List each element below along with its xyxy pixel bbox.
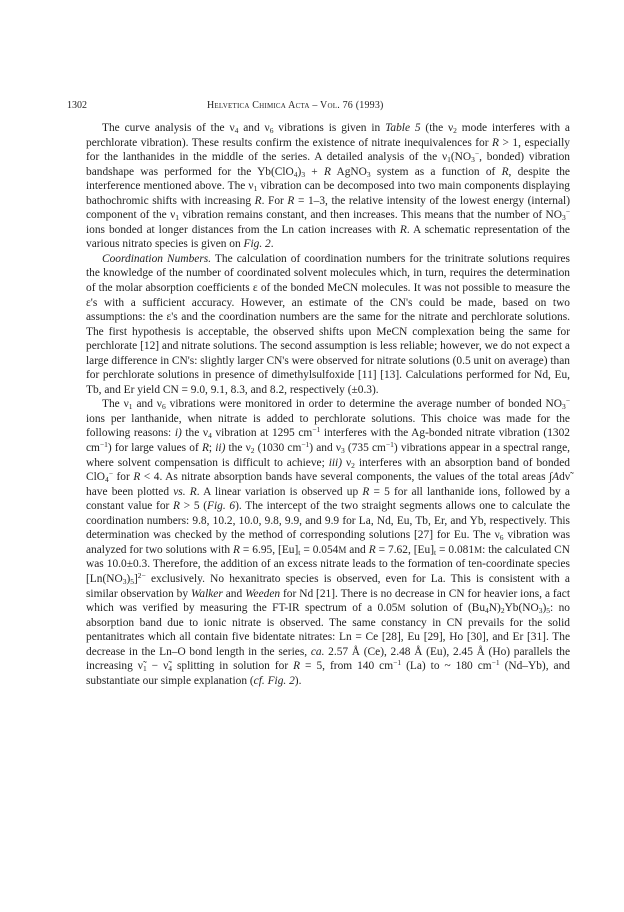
running-head: [67, 99, 567, 113]
body-text: [86, 121, 570, 688]
paragraph-vibration-monitoring: The $\nu_1$ and $\nu_6$ vibrations were monitored in order to determine the average number of bonded $NO_3^-$ ions per lanthanide, when nitrate is added to perchlorate solutions. This choice was made for the following reasons: i) the $\nu_4$ vibration at 1295 $cm^{-1}$ interferes with the Ag-bonded nitrate vibration (1302 $cm^{-1}$) for large values of R; ii) the $\nu_2$ (1030 $cm^{-1}$) and $\nu_3$ (735 $cm^{-1}$) vibrations appear in a spectral range, where solvent compensation is difficult to achieve; iii) $\nu_2$ interferes with an absorption band of bonded ClO$_4$− for R < 4. As nitrate absorption bands have several components, the values of the total areas ∫Adν̃ have been plotted vs. R. A linear variation is observed up R = 5 for all lanthanide ions, followed by a constant value for R > 5 (Fig. 6). The intercept of the two straight segments allows one to calculate the coordination numbers: 9.8, 10.2, 10.0, 9.8, 9.9, and 9.9 for La, Nd, Eu, Tb, Er, and Yb, respectively. This determination was checked by the method of corresponding solutions [27] for Eu. The $\nu_6$ vibration was analyzed for two solutions with R = 6.95, $[Eu]_t = 0.054M$ and R = 7.62, $[Eu]_t = 0.081M$: the calculated CN was 10.0±0.3. Therefore, the addition of an excess nitrate leads to the formation of ten-coordinate species $[Ln(NO_3)_5]^{2-}$ exclusively. No hexanitrato species is observed, even for La. This is consistent with a similar observation by Walker and Weeden for Nd [21]. There is no decrease in CN for heavier ions, a fact which was verified by measuring the FT-IR spectrum of a 0.05M solution of $(Bu_4N)_2Yb(NO_3)_5$: no absorption band due to ionic nitrate is observed. The same constancy in CN prevails for the solid pentanitrates which all contain five bidentate nitrates: Ln = Ce [28], Eu [29], Ho [30], and Er [31]. The decrease in the Ln–O bond length in the series, ca. 2.57 Å (Ce), 2.48 Å (Eu), 2.45 Å (Ho) parallels the increasing $\nũ_1$ − $\nũ_4$ splitting in solution for R = 5, from 140 $cm^{-1}$ (La) to ~ 180 $cm^{-1}$ (Nd–Yb), and substantiate our simple explanation (cf. Fig. 2).: [86, 396, 571, 687]
paragraph-coordination-numbers: Coordination Numbers. The calculation of coordination numbers for the trinitrate solutions requires the knowledge of the number of coordinated solvent molecules which, in turn, requires the determination of the molar absorption coefficients ε of the bonded MeCN molecules. It was not possible to measure the ε's with a sufficient accuracy. However, an estimate of the CN's could be made, based on two assumptions: the ε's and the coordination numbers are the same for the nitrate and perchlorate solutions. The first hypothesis is acceptable, the observed shifts upon MeCN complexation being the same for perchlorate [12] and nitrate solutions. The second assumption is less reliable; however, we do not expect a large difference in CN's: slightly larger CN's were observed for nitrate solutions (0.5 unit on average) than for perchlorate solutions in presence of dimethylsulfoxide [11] [13]. Calculations performed for Nd, Eu, Tb, and Er yield CN = 9.0, 9.1, 8.3, and 8.2, respectively (±0.3).: [86, 252, 570, 396]
journal-title: Helvetica Chimica Acta – Vol. 76 (1993): [207, 100, 384, 111]
paragraph-curve-analysis: The curve analysis of the $\nu_4$ and $\nu_6$ vibrations is given in Table 5 (the $\nu_2$ mode interferes with a perchlorate vibration). These results confirm the existence of nitrate inequivalences for R > 1, especially for the lanthanides in the middle of the series. A detailed analysis of the $\nu_1(NO_3^-$, bonded) vibration bandshape was performed for the $Yb(ClO_4)_3 + R$ AgNO$_3$ system as a function of R, despite the interference mentioned above. The $\nu_1$ vibration can be decomposed into two main components displaying bathochromic shifts with increasing R. For R = 1–3, the relative intensity of the lowest energy (internal) component of the $\nu_1$ vibration remains constant, and then increases. This means that the number of $NO_3^-$ ions bonded at longer distances from the Ln cation increases with R. A schematic representation of the various nitrato species is given on Fig. 2.: [86, 122, 571, 251]
page-number: 1302: [67, 100, 87, 111]
